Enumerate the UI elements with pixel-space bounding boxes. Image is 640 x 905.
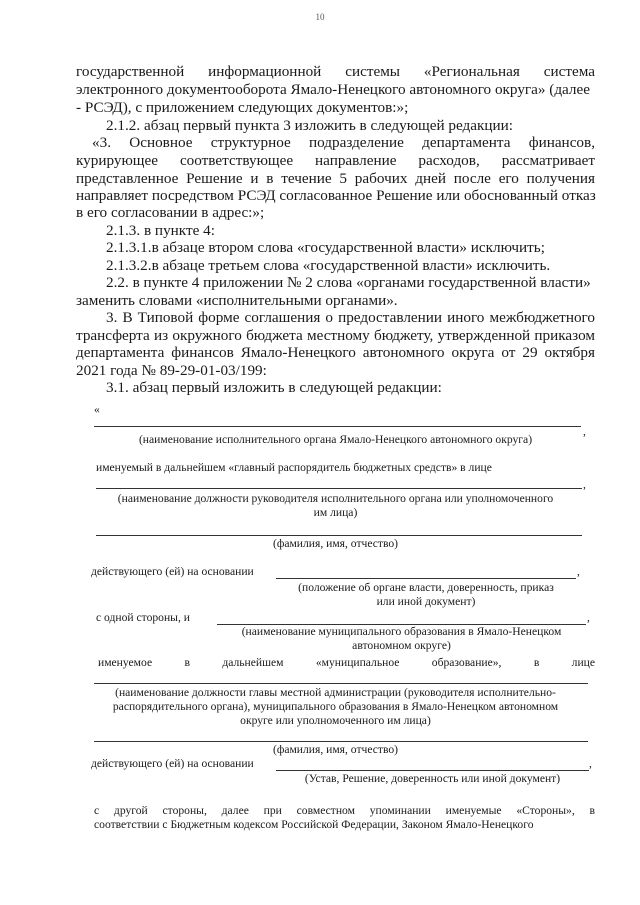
hint-position-1: (наименование должности руководителя исполнительного органа или уполномоченного — [117, 492, 554, 505]
blank-line — [94, 426, 581, 427]
paragraph-line: государственной информационной системы «Региональная система — [76, 63, 595, 80]
paragraph-line: представленное Решение и в течение 5 рабочих дней после его получения — [76, 170, 595, 187]
other-side-line: соответствии с Бюджетным кодексом Российской Федерации, Законом Ямало-Ненецкого — [94, 818, 534, 831]
one-side: с одной стороны, и — [96, 611, 190, 624]
hint-head: (наименование должности главы местной администрации (руководителя исполнительно- — [115, 686, 556, 699]
paragraph-line: заменить словами «исполнительными органами». — [76, 292, 398, 309]
blank-line — [94, 683, 588, 684]
acting-basis-2: действующего (ей) на основании — [91, 757, 254, 770]
paragraph-line: 3.1. абзац первый изложить в следующей редакции: — [106, 379, 442, 396]
blank-line — [96, 535, 582, 536]
named-main-manager: именуемый в дальнейшем «главный распорядитель бюджетных средств» в лице — [96, 461, 492, 474]
open-quote: « — [94, 403, 100, 416]
page-number: 10 — [315, 12, 325, 22]
paragraph-line: 2.1.3.2.в абзаце третьем слова «государственной власти» исключить. — [106, 257, 551, 274]
hint-municipal: (наименование муниципального образования в Ямало-Ненецком — [241, 625, 562, 638]
paragraph-line: трансферта из окружного бюджета местному бюджету, утвержденной приказом — [76, 327, 595, 344]
hint-basis-1: (положение об органе власти, доверенность, приказ — [298, 581, 554, 594]
paragraph-line: 2021 года № 89-29-01-03/199: — [76, 362, 267, 379]
blank-line — [276, 578, 576, 579]
acting-basis-1: действующего (ей) на основании — [91, 565, 254, 578]
paragraph-line: направляет посредством РСЭД согласованное Решение или обоснованный отказ — [76, 187, 596, 204]
paragraph-line: департамента финансов Ямало-Ненецкого автономного округа от 29 октября — [76, 344, 595, 361]
hint-exec-organ: (наименование исполнительного органа Ямало-Ненецкого автономного округа) — [138, 433, 533, 446]
paragraph-line: 2.1.3. в пункте 4: — [106, 222, 215, 239]
paragraph-line: - РСЭД), с приложением следующих документов:»; — [76, 99, 409, 116]
blank-line — [96, 488, 582, 489]
paragraph-line: курирующее соответствующее направление расходов, рассматривает — [76, 152, 595, 169]
paragraph-line: 2.2. в пункте 4 приложении № 2 слова «органами государственной власти» — [106, 274, 591, 291]
paragraph-line: 2.1.2. абзац первый пункта 3 изложить в следующей редакции: — [106, 117, 513, 134]
document-page: 10 государственной информационной системы «Региональная система электронного документооборота Ямало-Ненецкого автономного округа» (далее - РСЭД), с приложением следующих документов:»; 2.1.2. абзац первый пункта 3 изложить в следующей редакции: «3. Основное структурное подразделение департамента финансов, курирующее соответствующее направление расходов, рассматривает представленное Решение и в течение 5 рабочих дней после его получения направляет посредством РСЭД согласованное Решение или обоснованный отказ в его согласовании в адрес:»; 2.1.3. в пункте 4: 2.1.3.1.в абзаце втором слова «государственной власти» исключить; 2.1.3.2.в абзаце третьем слова «государственной власти» исключить. 2.2. в пункте 4 приложении № 2 слова «органами государственной власти» заменить словами «исполнительными органами». 3. В Типовой форме соглашения о предоставлении иного межбюджетного трансферта из окружного бюджета местному бюджету, утвержденной приказом департамента финансов Ямало-Ненецкого автономного округа от 29 октября 2021 года № 89-29-01-03/199: 3.1. абзац первый изложить в следующей редакции: « , (наименование исполнительного органа Ямало-Ненецкого автономного округа) именуемый в дальнейшем «главный распорядитель бюджетных средств» в лице , (наименование должности руководителя исполнительного органа или уполномоченного им лица) (фамилия, имя, отчество) действующего (ей) на основании , (положение об органе власти, доверенность, приказ или иной документ) с одной стороны, и , (наименование муниципального образования в Ямало-Ненецком автономном округе) именуемое в дальнейшем «муниципальное образование», в лице (наименование должности главы местной администрации (руководителя исполнительно- распорядительного органа), муниципального образования в Ямало-Ненецком автономном округе или уполномоченного им лица) (фамилия, имя, отчество) действующего (ей) на основании , (Устав, Решение, доверенность или иной документ) с другой стороны, далее при совместном упоминании именуемые «Стороны», в соответствии с Бюджетным кодексом Российской Федерации, Законом Ямало-Ненецкого — [0, 0, 640, 905]
hint-fio-1: (фамилия, имя, отчество) — [272, 537, 399, 550]
hint-basis-2: (Устав, Решение, доверенность или иной документ) — [304, 772, 561, 785]
blank-line — [94, 741, 588, 742]
other-side-line: с другой стороны, далее при совместном упоминании именуемые «Стороны», в — [94, 804, 595, 817]
hint-fio-2: (фамилия, имя, отчество) — [272, 743, 399, 756]
paragraph-line: 3. В Типовой форме соглашения о предоставлении иного межбюджетного — [106, 309, 595, 326]
paragraph-line: «3. Основное структурное подразделение департамента финансов, — [92, 134, 595, 151]
paragraph-line: электронного документооборота Ямало-Ненецкого автономного округа» (далее — [76, 81, 590, 98]
blank-line — [276, 770, 589, 771]
paragraph-line: 2.1.3.1.в абзаце втором слова «государственной власти» исключить; — [106, 239, 545, 256]
paragraph-line: в его согласовании в адрес:»; — [76, 204, 265, 221]
named-municipal: именуемое в дальнейшем «муниципальное образование», в лице — [98, 656, 595, 669]
